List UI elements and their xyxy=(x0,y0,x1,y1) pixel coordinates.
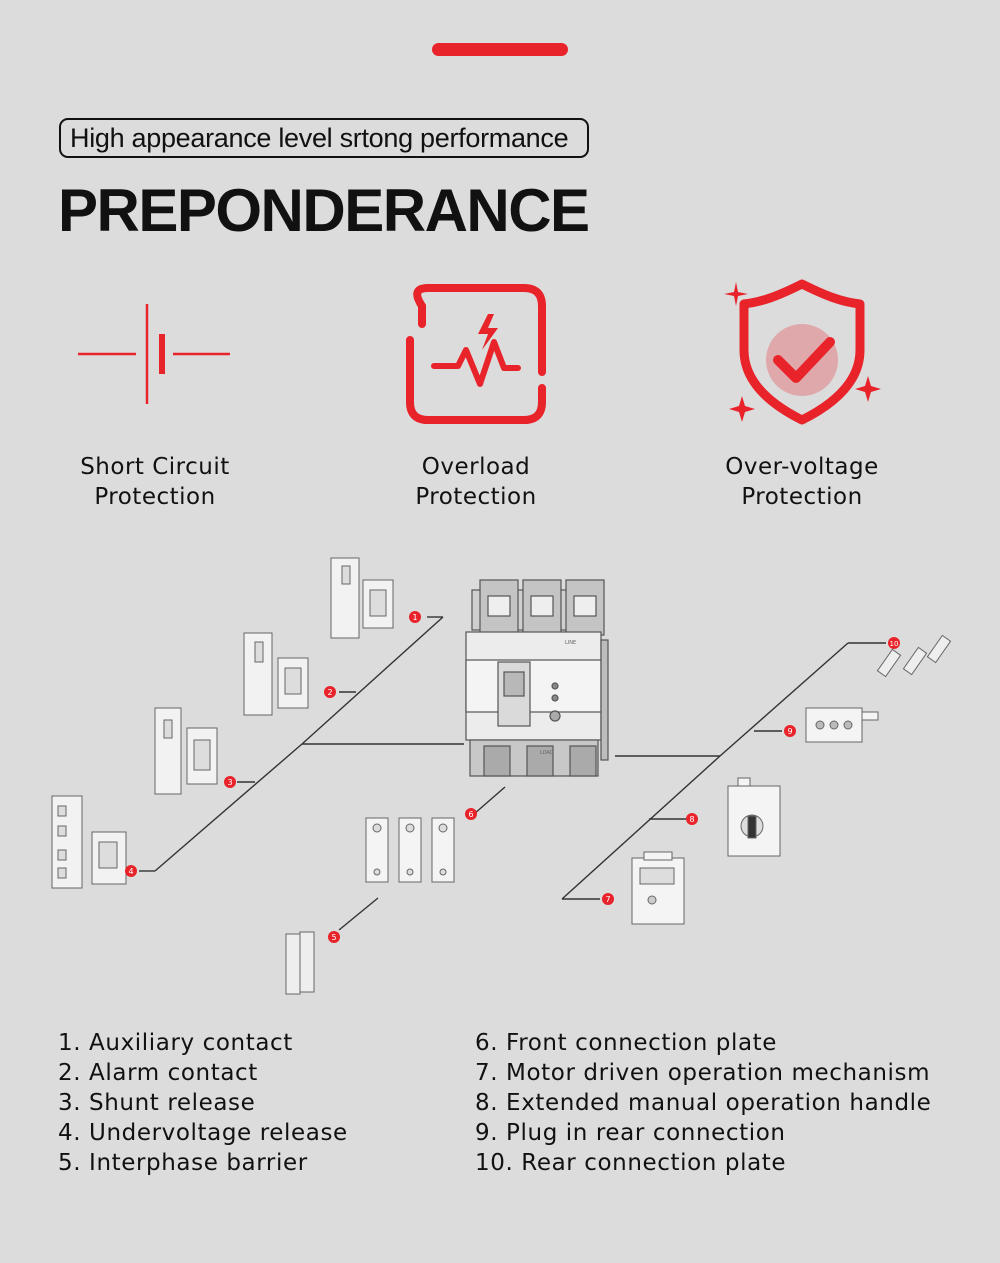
callout-10 xyxy=(888,637,900,649)
accent-bar xyxy=(432,43,568,56)
callout-number: 7 xyxy=(605,895,611,904)
legend-item: 3. Shunt release xyxy=(58,1090,256,1116)
callout-number: 3 xyxy=(227,778,233,787)
legend-item: 1. Auxiliary contact xyxy=(58,1030,293,1056)
legend-item: 10. Rear connection plate xyxy=(475,1150,787,1176)
alarm-contact-part xyxy=(244,633,308,715)
feature-overload-label xyxy=(346,452,606,512)
callout-9 xyxy=(784,725,796,737)
callout-8 xyxy=(686,813,698,825)
callout-number: 8 xyxy=(689,815,695,824)
motor-mechanism-part xyxy=(632,852,684,924)
feature-short-circuit-label xyxy=(25,452,285,512)
feature-line-2: Protection xyxy=(415,484,537,510)
callout-number: 10 xyxy=(889,640,899,648)
legend-item: 8. Extended manual operation handle xyxy=(475,1090,932,1116)
undervoltage-release-part xyxy=(52,796,126,888)
breaker-load-label: LOAD xyxy=(540,750,554,756)
plug-in-rear-connection-part xyxy=(806,708,878,742)
feature-line-2: Protection xyxy=(94,484,216,510)
extended-handle-part xyxy=(728,778,780,856)
legend-left xyxy=(58,1028,348,1178)
callout-5 xyxy=(328,931,340,943)
battery-symbol-icon xyxy=(78,300,232,408)
callout-7 xyxy=(602,893,614,905)
front-connection-plate-part xyxy=(366,818,454,882)
legend-item: 4. Undervoltage release xyxy=(58,1120,348,1146)
tagline: High appearance level srtong performance xyxy=(59,118,589,158)
callout-3 xyxy=(224,776,236,788)
callout-number: 2 xyxy=(327,688,333,697)
legend-item: 7. Motor driven operation mechanism xyxy=(475,1060,931,1086)
breaker-line-label: LINE xyxy=(565,640,577,646)
feature-line-1: Over-voltage xyxy=(725,454,879,480)
feature-line-1: Overload xyxy=(421,454,531,480)
callout-number: 6 xyxy=(468,810,474,819)
legend-right xyxy=(475,1028,931,1178)
feature-over-voltage-label xyxy=(672,452,932,512)
auxiliary-contact-part xyxy=(331,558,393,638)
callout-4 xyxy=(125,865,137,877)
callout-6 xyxy=(465,808,477,820)
callout-number: 5 xyxy=(331,933,337,942)
molded-case-circuit-breaker xyxy=(466,580,608,776)
callout-number: 4 xyxy=(128,867,134,876)
headline: PREPONDERANCE xyxy=(58,177,589,244)
overload-pulse-icon xyxy=(406,284,546,424)
interphase-barrier-part xyxy=(286,932,314,994)
shunt-release-part xyxy=(155,708,217,794)
shield-check-icon xyxy=(722,278,882,428)
callout-1 xyxy=(409,611,421,623)
legend-item: 9. Plug in rear connection xyxy=(475,1120,786,1146)
feature-line-1: Short Circuit xyxy=(80,454,230,480)
callout-number: 1 xyxy=(412,613,418,622)
accessory-diagram xyxy=(0,530,1000,1010)
legend-item: 5. Interphase barrier xyxy=(58,1150,308,1176)
feature-line-2: Protection xyxy=(741,484,863,510)
callout-number: 9 xyxy=(787,727,793,736)
callout-2 xyxy=(324,686,336,698)
legend-item: 2. Alarm contact xyxy=(58,1060,258,1086)
legend-item: 6. Front connection plate xyxy=(475,1030,778,1056)
